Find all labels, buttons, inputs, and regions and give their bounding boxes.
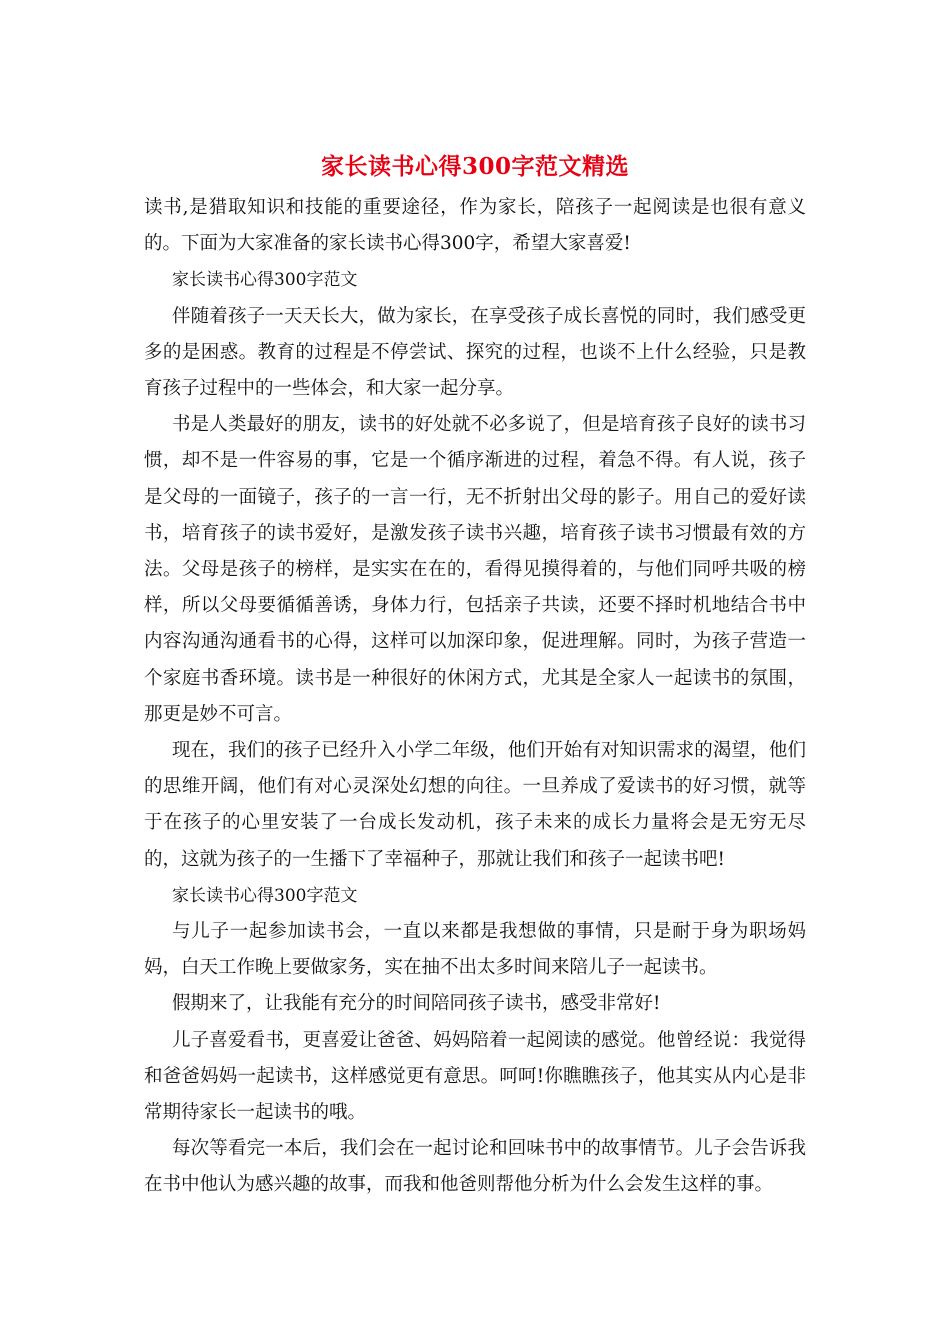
section1-paragraph-1: 伴随着孩子一天天长大，做为家长，在享受孩子成长喜悦的同时，我们感受更多的是困惑。教育的过程是不停尝试、探究的过程，也谈不上什么经验，只是教育孩子过程中的一些体会，和大家一起分享。 xyxy=(144,305,806,400)
document-title: 家长读书心得300字范文精选 xyxy=(320,153,629,180)
section2-paragraph-1: 与儿子一起参加读书会，一直以来都是我想做的事情，只是耐于身为职场妈妈，白天工作晚上要做家务，实在抽不出太多时间来陪儿子一起读书。 xyxy=(144,921,806,979)
section-heading-1: 家长读书心得300字范文 xyxy=(172,270,358,291)
section2-paragraph-4: 每次等看完一本后，我们会在一起讨论和回味书中的故事情节。儿子会告诉我在书中他认为感兴趣的故事，而我和他爸则帮他分析为什么会发生这样的事。 xyxy=(144,1138,806,1196)
section2-paragraph-3: 儿子喜爱看书，更喜爱让爸爸、妈妈陪着一起阅读的感觉。他曾经说：我觉得和爸爸妈妈一起读书，这样感觉更有意思。呵呵!你瞧瞧孩子，他其实从内心是非常期待家长一起读书的哦。 xyxy=(144,1029,806,1124)
section1-paragraph-2: 书是人类最好的朋友，读书的好处就不必多说了，但是培育孩子良好的读书习惯，却不是一件容易的事，它是一个循序渐进的过程，着急不得。有人说，孩子是父母的一面镜子，孩子的一言一行，无不折射出父母的影子。用自己的爱好读书，培育孩子的读书爱好，是激发孩子读书兴趣，培育孩子读书习惯最有效的方法。父母是孩子的榜样，是实实在在的，看得见摸得着的，与他们同呼共吸的榜样，所以父母要循循善诱，身体力行，包括亲子共读，还要不择时机地结合书中内容沟通沟通看书的心得，这样可以加深印象，促进理解。同时，为孩子营造一个家庭书香环境。读书是一种很好的休闲方式，尤其是全家人一起读书的氛围，那更是妙不可言。 xyxy=(144,414,806,725)
intro-paragraph: 读书,是猎取知识和技能的重要途径，作为家长，陪孩子一起阅读是也很有意义的。下面为大家准备的家长读书心得300字，希望大家喜爱! xyxy=(144,197,806,255)
document-body xyxy=(144,190,806,1204)
section-heading-2: 家长读书心得300字范文 xyxy=(172,885,358,906)
section2-paragraph-2: 假期来了，让我能有充分的时间陪同孩子读书，感受非常好! xyxy=(172,993,661,1015)
section1-paragraph-3: 现在，我们的孩子已经升入小学二年级，他们开始有对知识需求的渴望，他们的思维开阔，他们有对心灵深处幻想的向往。一旦养成了爱读书的好习惯，就等于在孩子的心里安装了一台成长发动机，孩子未来的成长力量将会是无穷无尽的，这就为孩子的一生播下了幸福种子，那就让我们和孩子一起读书吧! xyxy=(144,740,806,870)
